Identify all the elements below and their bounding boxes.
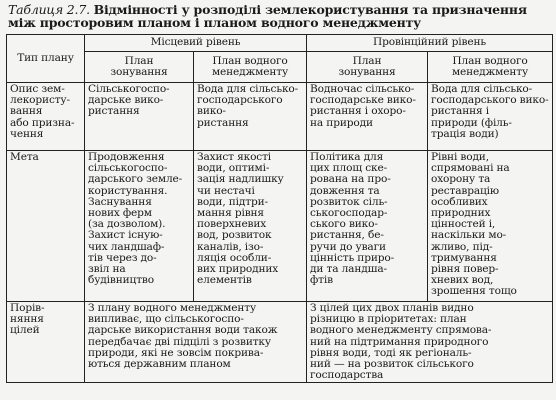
table-row (7, 151, 553, 302)
header-local-water: План водного менеджменту (194, 52, 307, 83)
header-local-zoning: План зонування (85, 52, 194, 83)
table-row (7, 83, 553, 151)
comparison-table (6, 34, 553, 383)
row-label: Опис зем- лекористу- вання або призна- чення (7, 83, 85, 151)
cell-local-water: Вода для сільсько- господарського вико- ристання (194, 83, 307, 151)
table-caption (8, 3, 548, 29)
cell-prov-water: Вода для сільсько- господарського вико- ристання і природи (філь- трація води) (428, 83, 553, 151)
cell-prov-zoning: Водночас сільсько- господарське вико- ристання і охоро- на природи (307, 83, 428, 151)
cell-local-zoning: Продовження сільськогоспо- дарського земле- користування. Заснування нових ферм (за дозволом). Захист існую- чих ландшаф- тів через до- звіл на будівництво (85, 151, 194, 302)
cell-prov-zoning: Політика для цих площ ске- рована на про- довження та розвиток сіль- ськогосподар- ського вико- ристання, бе- ручи до уваги цінність приро- ди та ландша- фтів (307, 151, 428, 302)
row-label: Порів- няння цілей (7, 302, 85, 383)
header-plan-type: Тип плану (7, 35, 85, 83)
header-provincial-level: Провінційний рівень (307, 35, 553, 52)
row-label: Мета (7, 151, 85, 302)
table-row (7, 302, 553, 383)
caption-title: Відмінності у розподілі землекористування та призначення між просторовим планом і планом водного менеджменту (8, 2, 527, 30)
caption-label: Таблиця 2.7. (8, 2, 90, 17)
header-local-level: Місцевий рівень (85, 35, 307, 52)
cell-provincial-comparison: З цілей цих двох планів видно різницю в пріоритетах: план водного менеджменту спрямова- ний на підтримання природного рівня води, тоді як регіональ- ний — на розвиток сільського господарства (307, 302, 553, 383)
cell-local-water: Захист якості води, оптимі- зація надлишку чи нестачі води, підтри- мання рівня поверхневих вод, розвиток каналів, ізо- ляція особли- вих природних елементів (194, 151, 307, 302)
cell-prov-water: Рівні води, спрямовані на охорону та реставрацію особливих природних цінностей і, наскільки мо- жливо, під- тримування рівня повер- хневих вод, зрошення тощо (428, 151, 553, 302)
header-prov-water: План водного менеджменту (428, 52, 553, 83)
cell-local-zoning: Сільськогоспо- дарське вико- ристання (85, 83, 194, 151)
cell-local-comparison: З плану водного менеджменту випливає, що сільськогоспо- дарське використання води також передбачає дві підцілі з розвитку природи, які не зовсім покрива- ються державним планом (85, 302, 307, 383)
header-prov-zoning: План зонування (307, 52, 428, 83)
